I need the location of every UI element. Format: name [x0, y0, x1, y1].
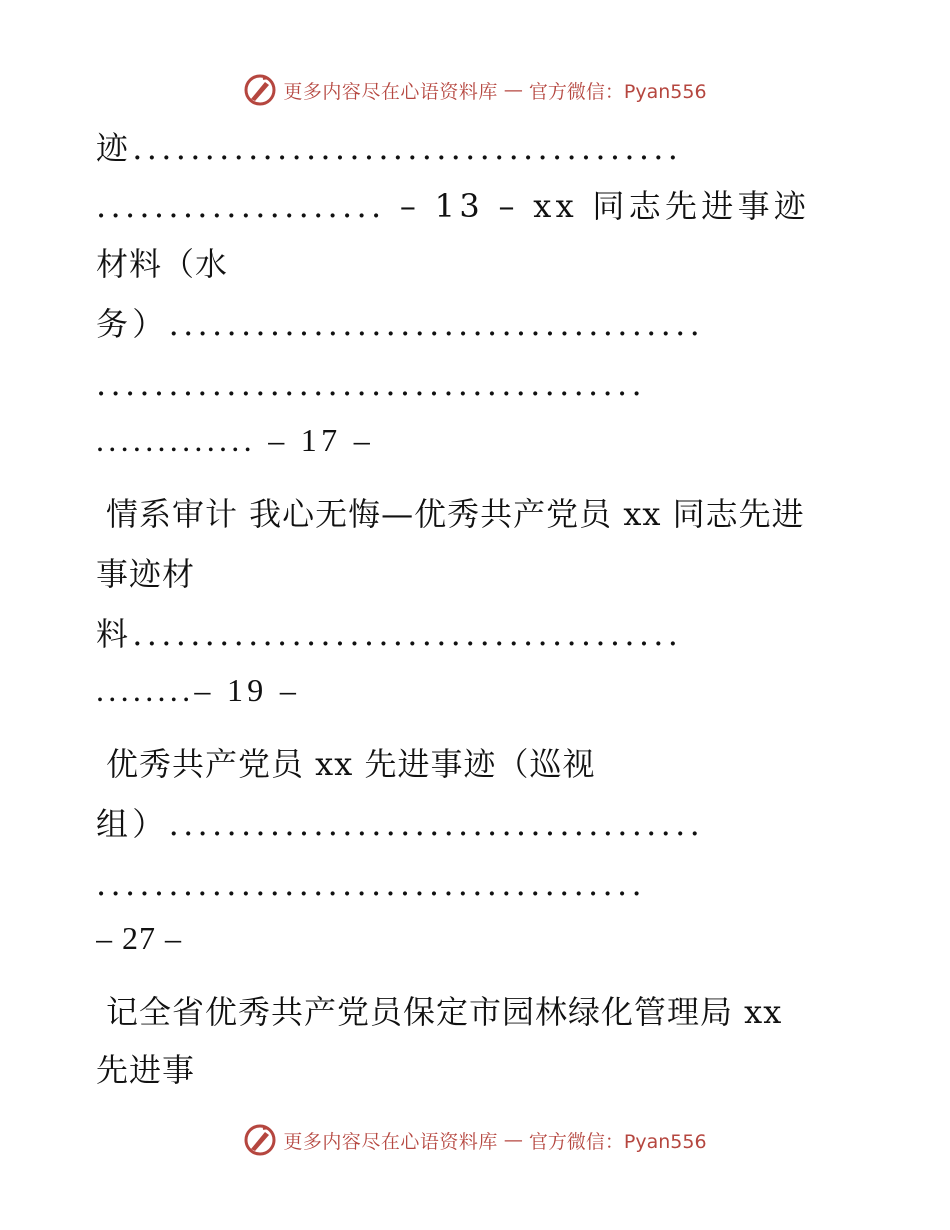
footer-watermark [0, 1120, 950, 1160]
watermark-text: 更多内容尽在心语资料库 [283, 80, 498, 103]
toc-line: 优秀共产党员 xx 先进事迹（巡视 [106, 745, 596, 783]
toc-line: – 27 – [96, 920, 182, 956]
toc-line: 先进事 [96, 1051, 196, 1089]
toc-line: 事迹材 [96, 555, 196, 593]
pen-logo-icon [243, 1123, 277, 1157]
toc-line: ...................................... [96, 365, 646, 403]
toc-line: 记全省优秀共产党员保定市园林绿化管理局 xx [106, 993, 783, 1031]
pen-logo-icon [243, 73, 277, 107]
toc-line: 迹...................................... [96, 129, 683, 167]
toc-line: ........– 19 – [96, 672, 301, 708]
toc-line: 务）..................................... [96, 305, 705, 343]
toc-line: 料...................................... [96, 615, 683, 653]
watermark-dash: — [503, 79, 523, 101]
toc-line: 材料（水 [96, 245, 229, 283]
toc-line: ............. – 17 – [96, 422, 374, 458]
watermark-dash: — [503, 1129, 523, 1151]
toc-line: ...................................... [96, 865, 646, 903]
watermark-text: 更多内容尽在心语资料库 [283, 1130, 498, 1153]
toc-line: 组）..................................... [96, 805, 705, 843]
toc-line: .................... – 13 – xx 同志先进事迹 [96, 187, 811, 225]
watermark-wechat: 官方微信：Pyan556 [528, 1130, 707, 1153]
toc-line: 情系审计 我心无悔—优秀共产党员 xx 同志先进 [106, 495, 805, 533]
header-watermark [0, 70, 950, 110]
watermark-wechat: 官方微信：Pyan556 [528, 80, 707, 103]
